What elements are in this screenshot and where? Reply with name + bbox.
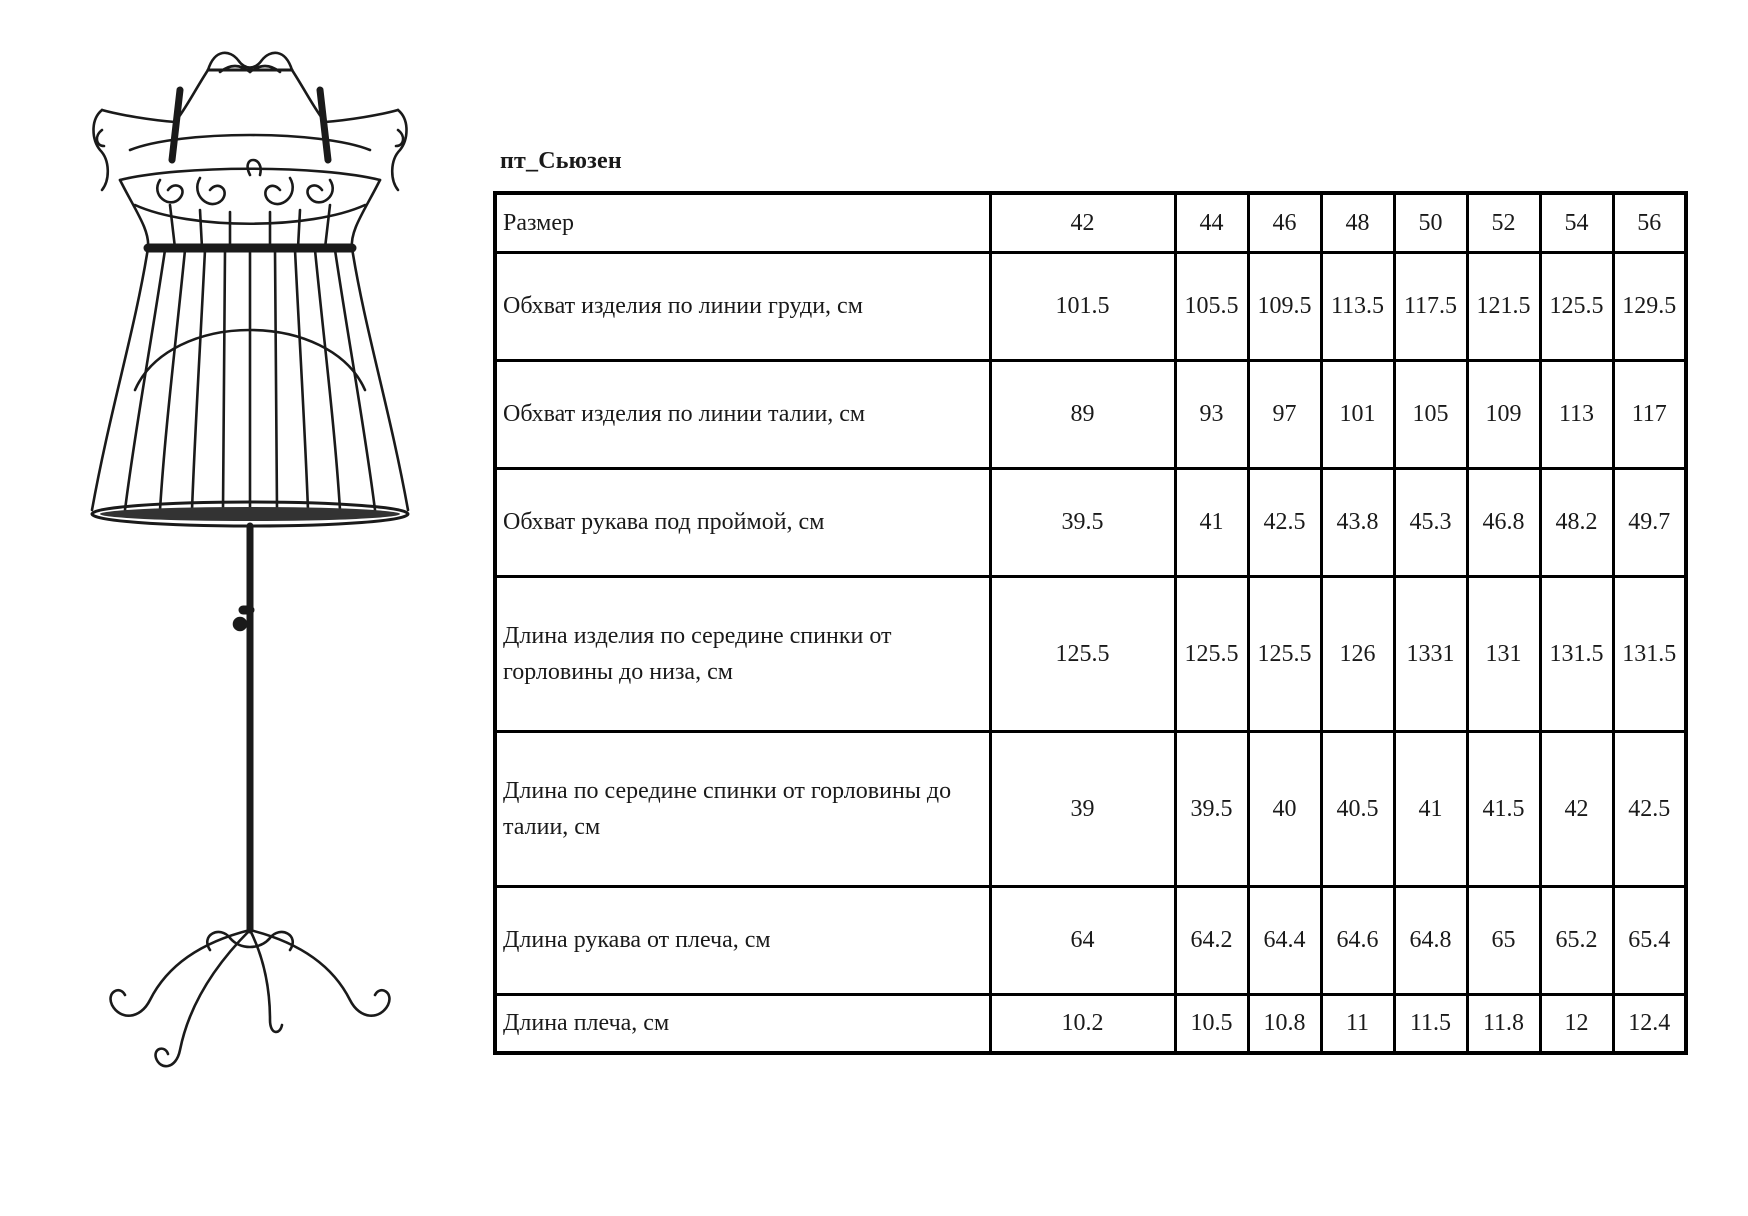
row-label-cell: Длина рукава от плеча, см xyxy=(495,886,990,994)
value-cell: 125.5 xyxy=(1175,576,1248,731)
row-label-cell: Обхват изделия по линии талии, см xyxy=(495,360,990,468)
value-cell: 39.5 xyxy=(1175,731,1248,886)
value-cell: 117 xyxy=(1613,360,1686,468)
value-cell: 10.5 xyxy=(1175,994,1248,1053)
size-header-cell: 46 xyxy=(1248,193,1321,252)
table-row xyxy=(495,576,1686,731)
value-cell: 11 xyxy=(1321,994,1394,1053)
value-cell: 129.5 xyxy=(1613,252,1686,360)
value-cell: 93 xyxy=(1175,360,1248,468)
value-cell: 109.5 xyxy=(1248,252,1321,360)
value-cell: 131.5 xyxy=(1540,576,1613,731)
value-cell: 12.4 xyxy=(1613,994,1686,1053)
value-cell: 64.6 xyxy=(1321,886,1394,994)
value-cell: 89 xyxy=(990,360,1175,468)
value-cell: 41.5 xyxy=(1467,731,1540,886)
table-row xyxy=(495,886,1686,994)
value-cell: 131.5 xyxy=(1613,576,1686,731)
value-cell: 12 xyxy=(1540,994,1613,1053)
value-cell: 125.5 xyxy=(1540,252,1613,360)
row-label-cell: Длина по середине спинки от горловины до талии, см xyxy=(495,731,990,886)
value-cell: 48.2 xyxy=(1540,468,1613,576)
table-header-row xyxy=(495,193,1686,252)
value-cell: 64.4 xyxy=(1248,886,1321,994)
table-row xyxy=(495,252,1686,360)
value-cell: 1331 xyxy=(1394,576,1467,731)
row-label-cell: Обхват изделия по линии груди, см xyxy=(495,252,990,360)
value-cell: 10.2 xyxy=(990,994,1175,1053)
value-cell: 41 xyxy=(1175,468,1248,576)
value-cell: 65.4 xyxy=(1613,886,1686,994)
row-label-cell: Длина изделия по середине спинки от горловины до низа, см xyxy=(495,576,990,731)
value-cell: 64 xyxy=(990,886,1175,994)
value-cell: 101 xyxy=(1321,360,1394,468)
value-cell: 117.5 xyxy=(1394,252,1467,360)
row-label-cell: Длина плеча, см xyxy=(495,994,990,1053)
table-row xyxy=(495,994,1686,1053)
value-cell: 131 xyxy=(1467,576,1540,731)
value-cell: 42.5 xyxy=(1613,731,1686,886)
value-cell: 113 xyxy=(1540,360,1613,468)
value-cell: 65.2 xyxy=(1540,886,1613,994)
value-cell: 46.8 xyxy=(1467,468,1540,576)
value-cell: 109 xyxy=(1467,360,1540,468)
header-label-cell: Размер xyxy=(495,193,990,252)
value-cell: 126 xyxy=(1321,576,1394,731)
value-cell: 45.3 xyxy=(1394,468,1467,576)
value-cell: 42 xyxy=(1540,731,1613,886)
value-cell: 49.7 xyxy=(1613,468,1686,576)
value-cell: 43.8 xyxy=(1321,468,1394,576)
table-row xyxy=(495,468,1686,576)
size-chart-table xyxy=(493,191,1688,1055)
size-header-cell: 42 xyxy=(990,193,1175,252)
table-row xyxy=(495,731,1686,886)
value-cell: 105 xyxy=(1394,360,1467,468)
table-row xyxy=(495,360,1686,468)
value-cell: 40.5 xyxy=(1321,731,1394,886)
value-cell: 11.8 xyxy=(1467,994,1540,1053)
value-cell: 125.5 xyxy=(1248,576,1321,731)
value-cell: 121.5 xyxy=(1467,252,1540,360)
size-header-cell: 48 xyxy=(1321,193,1394,252)
value-cell: 41 xyxy=(1394,731,1467,886)
value-cell: 64.8 xyxy=(1394,886,1467,994)
value-cell: 42.5 xyxy=(1248,468,1321,576)
value-cell: 10.8 xyxy=(1248,994,1321,1053)
value-cell: 125.5 xyxy=(990,576,1175,731)
value-cell: 101.5 xyxy=(990,252,1175,360)
value-cell: 105.5 xyxy=(1175,252,1248,360)
document-title: пт_Сьюзен xyxy=(500,148,622,174)
value-cell: 65 xyxy=(1467,886,1540,994)
value-cell: 11.5 xyxy=(1394,994,1467,1053)
value-cell: 39.5 xyxy=(990,468,1175,576)
size-header-cell: 44 xyxy=(1175,193,1248,252)
value-cell: 64.2 xyxy=(1175,886,1248,994)
value-cell: 40 xyxy=(1248,731,1321,886)
size-header-cell: 52 xyxy=(1467,193,1540,252)
value-cell: 97 xyxy=(1248,360,1321,468)
row-label-cell: Обхват рукава под проймой, см xyxy=(495,468,990,576)
size-header-cell: 56 xyxy=(1613,193,1686,252)
size-header-cell: 50 xyxy=(1394,193,1467,252)
size-header-cell: 54 xyxy=(1540,193,1613,252)
wire-dress-form-image xyxy=(80,30,410,1210)
value-cell: 113.5 xyxy=(1321,252,1394,360)
value-cell: 39 xyxy=(990,731,1175,886)
